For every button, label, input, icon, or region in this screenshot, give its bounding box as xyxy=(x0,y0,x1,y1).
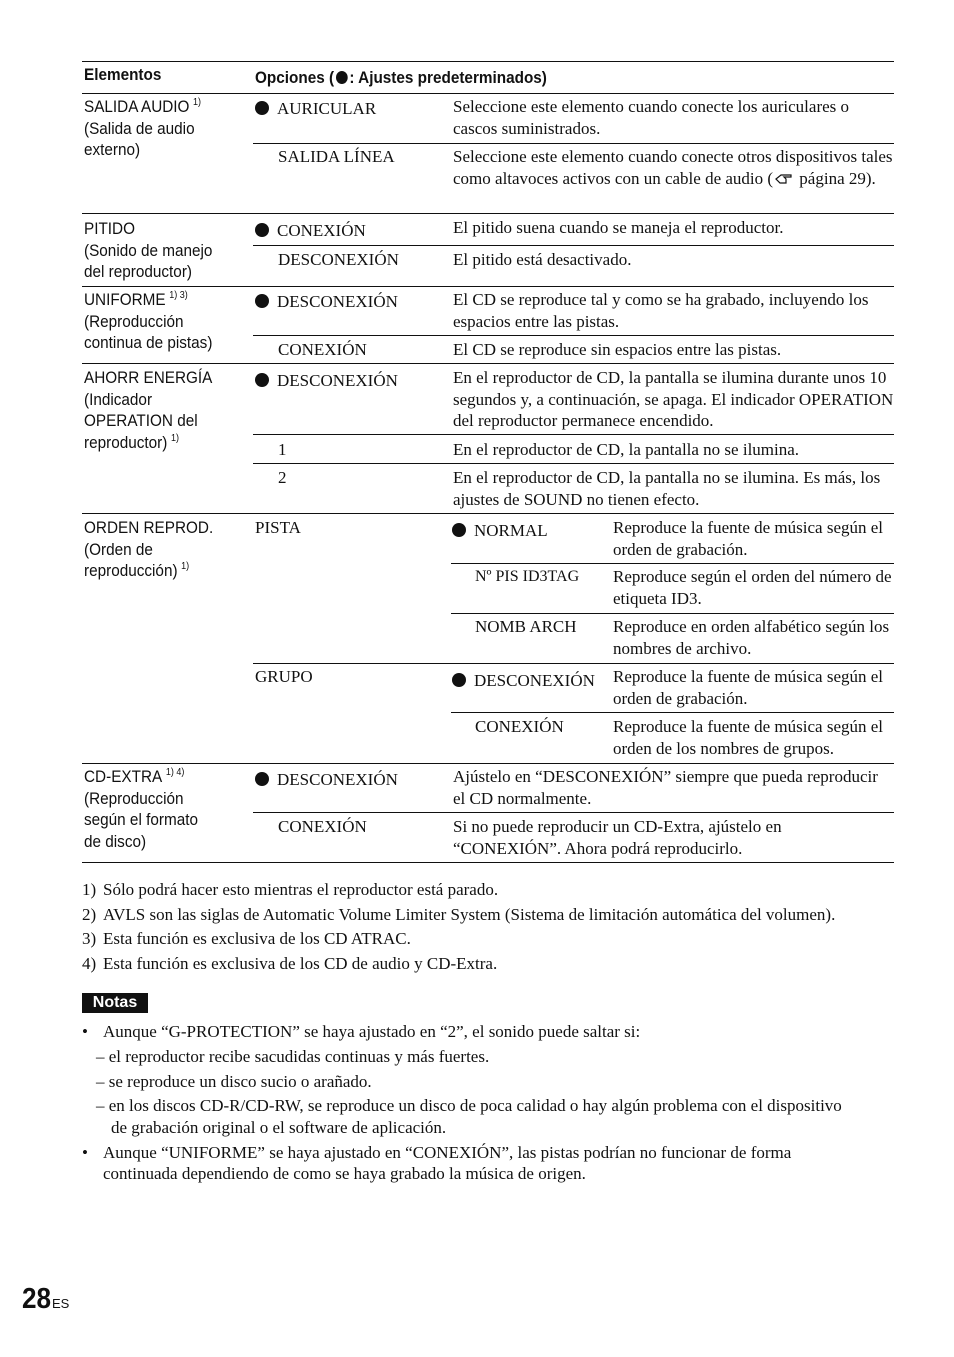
group-grupo: GRUPO xyxy=(255,667,313,686)
option-auricular: AURICULAR xyxy=(255,98,376,120)
desc-ahorr-1: En el reproductor de CD, la pantalla no se ilumina. xyxy=(453,440,800,459)
desc-uniforme-conexion: El CD se reproduce sin espacios entre las pistas. xyxy=(453,340,782,359)
option-uniforme-desconexion: DESCONEXIÓN xyxy=(255,291,398,313)
note-1-sub-2: – se reproduce un disco sucio o arañado. xyxy=(96,1072,372,1091)
desc-n-pis-id3tag: Reproduce según el orden del número de etiqueta ID3. xyxy=(613,567,892,608)
default-bullet-icon xyxy=(255,373,269,387)
desc-ahorr-2: En el reproductor de CD, la pantalla no se ilumina. Es más, los ajustes de SOUND no tienen efecto. xyxy=(453,468,881,509)
row-rule xyxy=(82,286,894,287)
option-pitido-desconexion: DESCONEXIÓN xyxy=(278,250,399,269)
row-rule xyxy=(82,213,894,214)
default-bullet-icon xyxy=(255,101,269,115)
row-rule xyxy=(82,763,894,764)
desc-normal: Reproduce la fuente de música según el orden de grabación. xyxy=(613,518,884,559)
header-rule xyxy=(82,93,894,94)
note-1-sub-1: – el reproductor recibe sacudidas continuas y más fuertes. xyxy=(96,1047,490,1066)
default-bullet-icon xyxy=(336,71,348,84)
option-cdextra-conexion: CONEXIÓN xyxy=(278,817,367,836)
row-rule xyxy=(253,434,894,435)
element-salida-audio: SALIDA AUDIO $^{1)}$ (Salida de audio externo) xyxy=(84,97,202,159)
desc-ahorr-desconexion: En el reproductor de CD, la pantalla se ilumina durante unos 10 segundos y, a continuación, se apaga. El indicador OPERATION del reproductor permanece encendido. xyxy=(453,368,894,430)
footnote-item: 3) Esta función es exclusiva de los CD ATRAC. xyxy=(82,929,411,949)
option-ahorr-desconexion: DESCONEXIÓN xyxy=(255,370,398,392)
desc-grupo-desconexion: Reproduce la fuente de música según el orden de grabación. xyxy=(613,667,884,708)
row-rule xyxy=(82,513,894,514)
desc-grupo-conexion: Reproduce la fuente de música según el orden de los nombres de grupos. xyxy=(613,717,884,758)
option-normal: NORMAL xyxy=(452,520,548,542)
row-rule xyxy=(253,663,894,664)
option-ahorr-1: 1 xyxy=(278,440,287,459)
row-rule xyxy=(253,143,894,144)
desc-cdextra-desconexion: Ajústelo en “DESCONEXIÓN” siempre que pueda reproducir el CD normalmente. xyxy=(453,767,878,808)
option-grupo-conexion: CONEXIÓN xyxy=(475,717,564,736)
page-language: ES xyxy=(52,1296,70,1311)
pointing-hand-icon xyxy=(775,169,793,182)
notes-badge: Notas xyxy=(82,993,148,1013)
desc-cdextra-conexion: Si no puede reproducir un CD-Extra, ajústelo en “CONEXIÓN”. Ahora podrá reproducirlo. xyxy=(453,817,782,858)
option-salida-linea: SALIDA LÍNEA xyxy=(278,147,395,166)
row-rule xyxy=(451,613,894,614)
row-rule xyxy=(451,563,894,564)
note-2: Aunque “UNIFORME” se haya ajustado en “CONEXIÓN”, las pistas podrían no funcionar de forma xyxy=(103,1143,792,1162)
row-rule xyxy=(253,463,894,464)
note-2-cont: continuada dependiendo de como se haya grabado la música de origen. xyxy=(103,1164,586,1183)
row-rule xyxy=(451,712,894,713)
group-pista: PISTA xyxy=(255,518,301,537)
default-bullet-icon xyxy=(452,523,466,537)
row-rule xyxy=(253,812,894,813)
footnote-item: 4) Esta función es exclusiva de los CD de audio y CD-Extra. xyxy=(82,954,498,974)
option-cdextra-desconexion: DESCONEXIÓN xyxy=(255,769,398,791)
row-rule xyxy=(82,363,894,364)
header-options: Opciones ( : Ajustes predeterminados) xyxy=(255,68,547,87)
footnote-item: 1) Sólo podrá hacer esto mientras el reproductor está parado. xyxy=(82,880,499,899)
note-1-sub-3-cont: de grabación original o el software de aplicación. xyxy=(111,1118,447,1137)
table-bottom-rule xyxy=(82,862,894,863)
option-n-pis-id3tag: Nº PIS ID3TAG xyxy=(475,568,580,585)
default-bullet-icon xyxy=(255,772,269,786)
page-number: 28 xyxy=(22,1283,52,1315)
desc-nomb-arch: Reproduce en orden alfabético según los nombres de archivo. xyxy=(613,617,890,658)
element-ahorr-energia: AHORR ENERGÍA (Indicador OPERATION del reproductor) $^{1)}$ xyxy=(84,368,213,452)
desc-uniforme-desconexion: El CD se reproduce tal y como se ha grabado, incluyendo los espacios entre las pistas. xyxy=(453,290,869,331)
element-cd-extra: CD-EXTRA $^{1) 4)}$ (Reproducción según el formato de disco) xyxy=(84,767,198,851)
option-pitido-conexion: CONEXIÓN xyxy=(255,220,366,242)
element-uniforme: UNIFORME $^{1) 3)}$ (Reproducción continua de pistas) xyxy=(84,290,213,352)
header-elements: Elementos xyxy=(84,65,162,84)
option-grupo-desconexion: DESCONEXIÓN xyxy=(452,670,595,692)
footnotes xyxy=(82,879,902,978)
option-nomb-arch: NOMB ARCH xyxy=(475,617,577,636)
default-bullet-icon xyxy=(255,223,269,237)
note-1-sub-3: – en los discos CD-R/CD-RW, se reproduce un disco de poca calidad o hay algún problema con el dispositivo xyxy=(96,1096,842,1115)
note-bullet-dot: • xyxy=(82,1143,88,1162)
note-bullet-dot: • xyxy=(82,1022,88,1041)
desc-pitido-desconexion: El pitido está desactivado. xyxy=(453,250,632,269)
desc-pitido-conexion: El pitido suena cuando se maneja el reproductor. xyxy=(453,218,784,237)
default-bullet-icon xyxy=(255,294,269,308)
option-ahorr-2: 2 xyxy=(278,468,287,487)
option-uniforme-conexion: CONEXIÓN xyxy=(278,340,367,359)
desc-auricular: Seleccione este elemento cuando conecte los auriculares o cascos suministrados. xyxy=(453,97,850,138)
footnote-item: 2) AVLS son las siglas de Automatic Volume Limiter System (Sistema de limitación automática del volumen). xyxy=(82,904,836,924)
element-pitido: PITIDO (Sonido de manejo del reproductor) xyxy=(84,219,213,281)
row-rule xyxy=(253,245,894,246)
default-bullet-icon xyxy=(452,673,466,687)
note-1: Aunque “G-PROTECTION” se haya ajustado en “2”, el sonido puede saltar si: xyxy=(103,1022,641,1041)
table-top-rule xyxy=(82,61,894,62)
element-orden-reprod: ORDEN REPROD. (Orden de reproducción) $^{1)}$ xyxy=(84,518,214,580)
desc-salida-linea: Seleccione este elemento cuando conecte otros dispositivos tales como altavoces activos con un cable de audio ( página 29). xyxy=(453,147,893,188)
row-rule xyxy=(253,335,894,336)
